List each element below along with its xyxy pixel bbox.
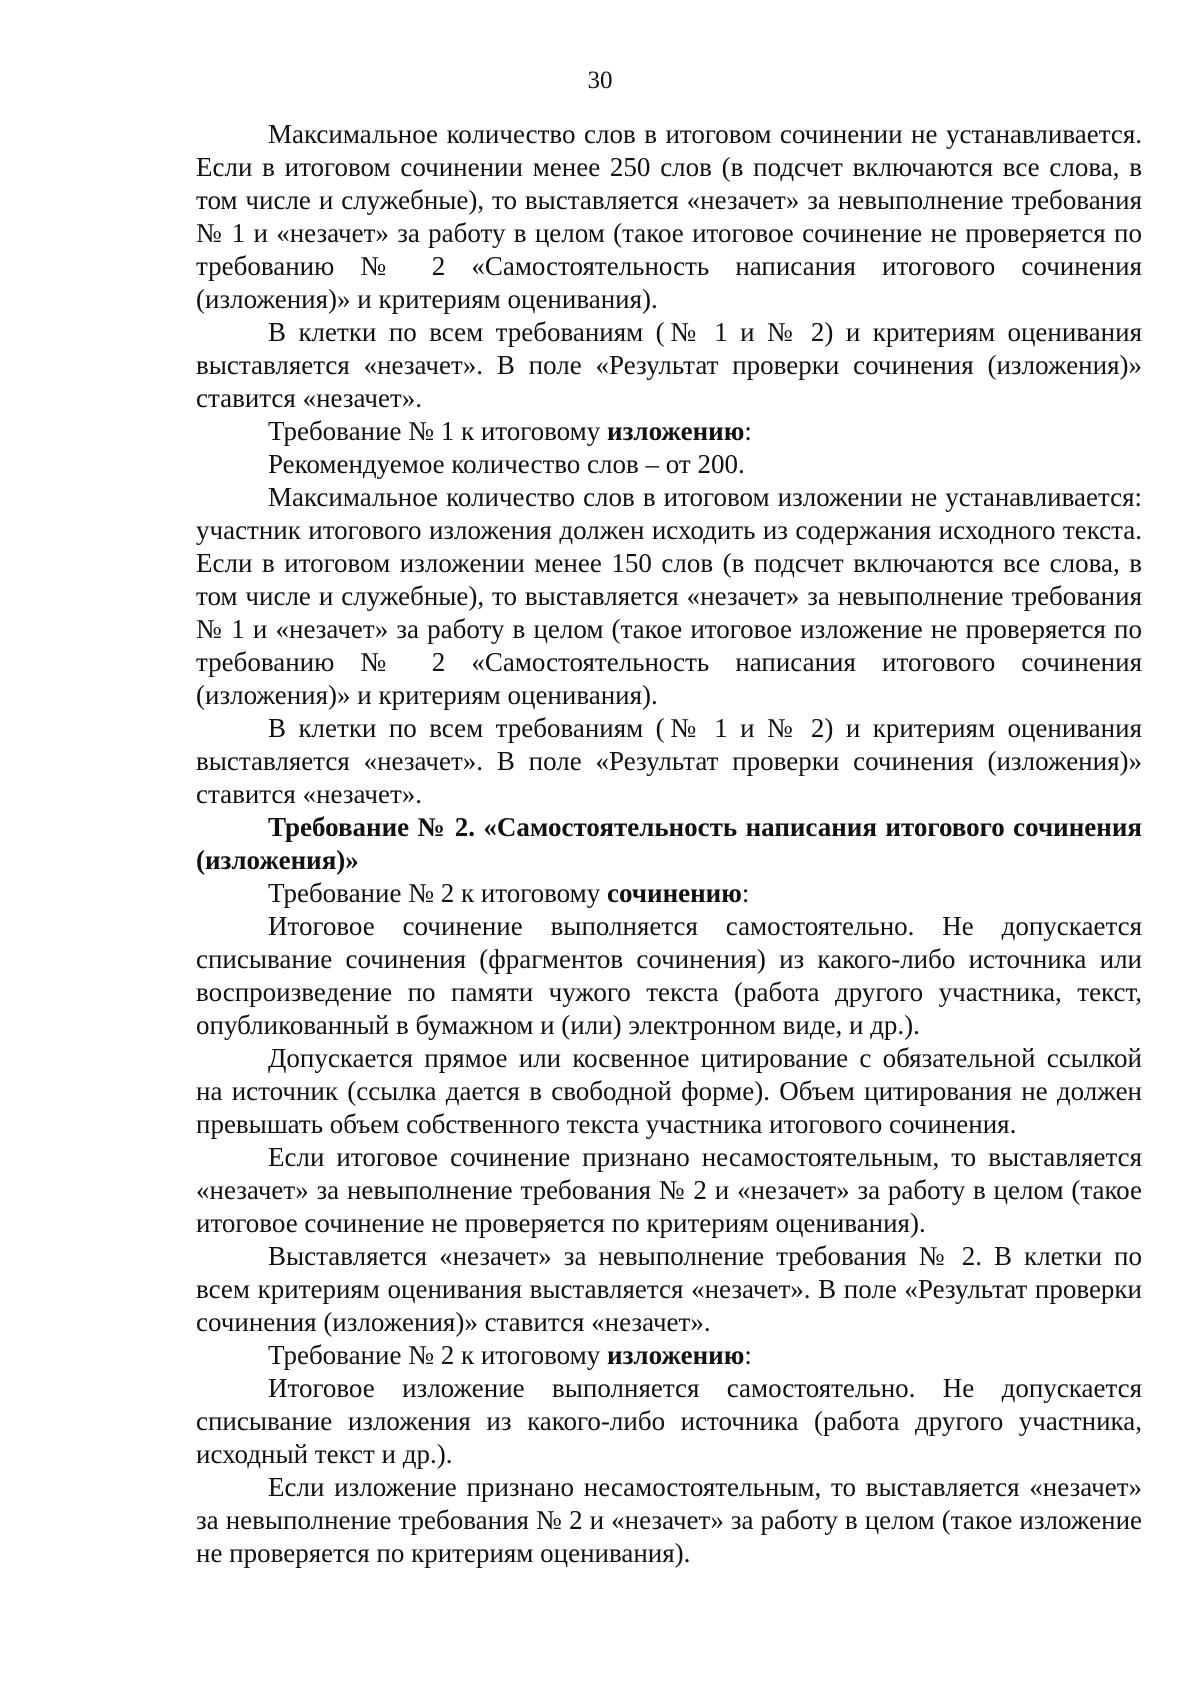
subheading-emphasis: изложению <box>607 416 745 446</box>
paragraph: Допускается прямое или косвенное цитирование с обязательной ссылкой на источник (ссылка дается в свободной форме). Объем цитирования не должен превышать объем собственного текста участника итогового сочинения. <box>196 1043 1142 1139</box>
paragraph: Если итоговое сочинение признано несамостоятельным, то выставляется «незачет» за невыполнение требования № 2 и «незачет» за работу в целом (такое итоговое сочинение не проверяется по критериям оценивания). <box>196 1142 1142 1238</box>
subheading-text: Требование № 2 к итоговому <box>268 878 608 908</box>
subheading-emphasis: изложению <box>607 1340 745 1370</box>
paragraph: Максимальное количество слов в итоговом изложении не устанавливается: участник итогового изложения должен исходить из содержания исходного текста. Если в итоговом изложении менее 150 слов (в подсчет включаются все слова, в том числе и служебные), то выставляется «незачет» за невыполнение требования № 1 и «незачет» за работу в целом (такое итоговое изложение не проверяется по требованию № 2 «Самостоятельность написания итогового сочинения (изложения)» и критериям оценивания). <box>196 482 1142 710</box>
section-heading: Требование № 2. «Самостоятельность написания итогового сочинения (изложения)» <box>196 812 1142 875</box>
paragraph: В клетки по всем требованиям (№ 1 и № 2) и критериям оценивания выставляется «незачет». В поле «Результат проверки сочинения (изложения)» ставится «незачет». <box>196 713 1142 809</box>
subheading-colon: : <box>744 1340 752 1370</box>
page-number: 30 <box>587 67 613 94</box>
requirement-subheading <box>196 877 1142 910</box>
paragraph: Итоговое сочинение выполняется самостоятельно. Не допускается списывание сочинения (фрагментов сочинения) из какого-либо источника или воспроизведение по памяти чужого текста (работа другого участника, текст, опубликованный в бумажном и (или) электронном виде, и др.). <box>196 911 1142 1040</box>
paragraph: Максимальное количество слов в итоговом сочинении не устанавливается. Если в итоговом сочинении менее 250 слов (в подсчет включаются все слова, в том числе и служебные), то выставляется «незачет» за невыполнение требования № 1 и «незачет» за работу в целом (такое итоговое сочинение не проверяется по требованию № 2 «Самостоятельность написания итогового сочинения (изложения)» и критериям оценивания). <box>196 119 1142 314</box>
paragraph: Рекомендуемое количество слов – от 200. <box>268 449 745 479</box>
subheading-text: Требование № 1 к итоговому <box>268 416 608 446</box>
paragraph: Итоговое изложение выполняется самостоятельно. Не допускается списывание изложения из какого-либо источника (работа другого участника, исходный текст и др.). <box>196 1373 1142 1469</box>
subheading-colon: : <box>741 878 750 908</box>
subheading-colon: : <box>744 416 752 446</box>
subheading-emphasis: сочинению <box>607 878 742 908</box>
requirement-subheading <box>196 415 1142 448</box>
requirement-subheading <box>196 1339 1142 1372</box>
paragraph: Выставляется «незачет» за невыполнение требования № 2. В клетки по всем критериям оценивания выставляется «незачет». В поле «Результат проверки сочинения (изложения)» ставится «незачет». <box>196 1241 1142 1337</box>
paragraph: В клетки по всем требованиям (№ 1 и № 2) и критериям оценивания выставляется «незачет». В поле «Результат проверки сочинения (изложения)» ставится «незачет». <box>196 317 1142 413</box>
paragraph: Если изложение признано несамостоятельным, то выставляется «незачет» за невыполнение требования № 2 и «незачет» за работу в целом (такое изложение не проверяется по критериям оценивания). <box>196 1472 1142 1568</box>
document-body <box>196 118 1142 1570</box>
subheading-text: Требование № 2 к итоговому <box>268 1340 608 1370</box>
